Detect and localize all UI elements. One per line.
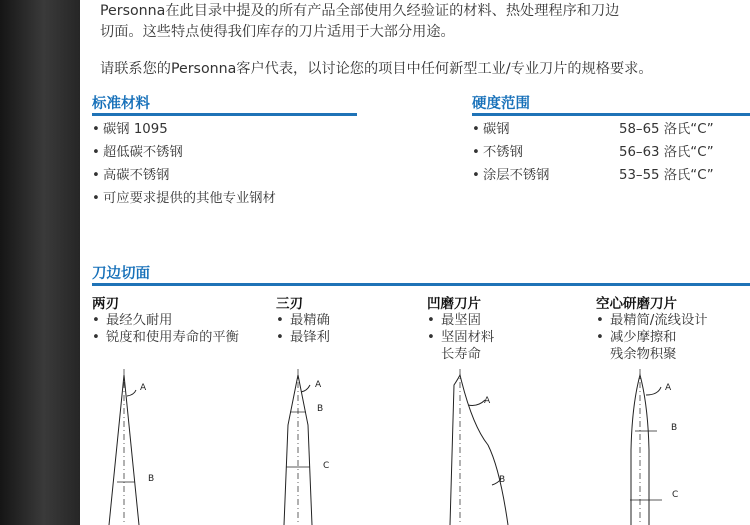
list-item: • 坚固材料 [427, 330, 495, 345]
hardness-row: • 不锈钢 56–63 洛氏“C” [472, 141, 750, 164]
list-item: • 锐度和使用寿命的平衡 [92, 330, 239, 345]
edge-column-concave [427, 292, 494, 363]
intro-line-2: 切面。这些特点使得我们库存的刀片适用于大部分用途。 [100, 24, 455, 40]
edges-heading: 刀边切面 [92, 266, 150, 282]
edge-column-double-bevel [92, 292, 239, 346]
column-title: 三刃 [276, 296, 303, 312]
catalog-page [80, 0, 750, 525]
list-item: • 减少摩擦和 [596, 330, 677, 345]
materials-rule [92, 113, 357, 116]
list-item: • 超低碳不锈钢 [92, 145, 183, 160]
intro-line-1: Personna在此目录中提及的所有产品全部使用久经验证的材料、热处理程序和刀边 [100, 3, 620, 19]
list-item: • 可应要求提供的其他专业钢材 [92, 191, 276, 206]
list-item: 残余物积聚 [610, 347, 677, 362]
leader-a [301, 385, 310, 392]
edges-rule [92, 283, 750, 286]
label-a: A [484, 396, 491, 406]
label-b: B [148, 474, 155, 484]
hardness-value: 56–63 洛氏“C” [619, 145, 714, 160]
column-title: 空心研磨刀片 [596, 296, 677, 312]
column-title: 两刃 [92, 296, 119, 312]
edge-column-hollow-ground [596, 292, 708, 363]
dark-sidebar [0, 0, 80, 525]
leader-a [468, 400, 485, 405]
list-item: • 最精简/流线设计 [596, 313, 708, 328]
contact-paragraph: 请联系您的Personna客户代表，以讨论您的项目中任何新型工业/专业刀片的规格要求。 [100, 61, 653, 77]
double-bevel-diagram [90, 365, 180, 525]
intro-paragraph [100, 1, 740, 43]
hardness-row: • 碳钢 58–65 洛氏“C” [472, 118, 750, 141]
materials-heading: 标准材料 [92, 96, 150, 112]
label-b: B [499, 475, 506, 485]
list-item: • 最坚固 [427, 313, 481, 328]
leader-a [127, 390, 136, 396]
hollow-ground-diagram [621, 365, 721, 525]
list-item: • 最精确 [276, 313, 330, 328]
materials-list [92, 118, 276, 210]
label-c: C [323, 461, 330, 471]
hardness-row: • 涂层不锈钢 53–55 洛氏“C” [472, 164, 750, 187]
blade-outline [450, 375, 508, 525]
label-b: B [317, 404, 324, 414]
hardness-value: 53–55 洛氏“C” [619, 168, 714, 183]
list-item: • 碳钢 1095 [92, 122, 168, 137]
edge-column-triple-bevel [276, 292, 330, 346]
hardness-value: 58–65 洛氏“C” [619, 122, 714, 137]
list-item: • 高碳不锈钢 [92, 168, 170, 183]
column-title: 凹磨刀片 [427, 296, 481, 312]
list-item: 长寿命 [441, 347, 481, 362]
hardness-rule [472, 113, 750, 116]
label-a: A [140, 383, 147, 393]
list-item: • 最经久耐用 [92, 313, 173, 328]
label-b: B [671, 423, 678, 433]
label-c: C [672, 490, 679, 500]
hardness-heading: 硬度范围 [472, 96, 530, 112]
triple-bevel-diagram [268, 365, 358, 525]
list-item: • 最锋利 [276, 330, 330, 345]
hardness-table [472, 118, 750, 187]
concave-grind-diagram [448, 365, 548, 525]
label-a: A [665, 383, 672, 393]
label-a: A [315, 380, 322, 390]
leader-a [646, 387, 661, 395]
